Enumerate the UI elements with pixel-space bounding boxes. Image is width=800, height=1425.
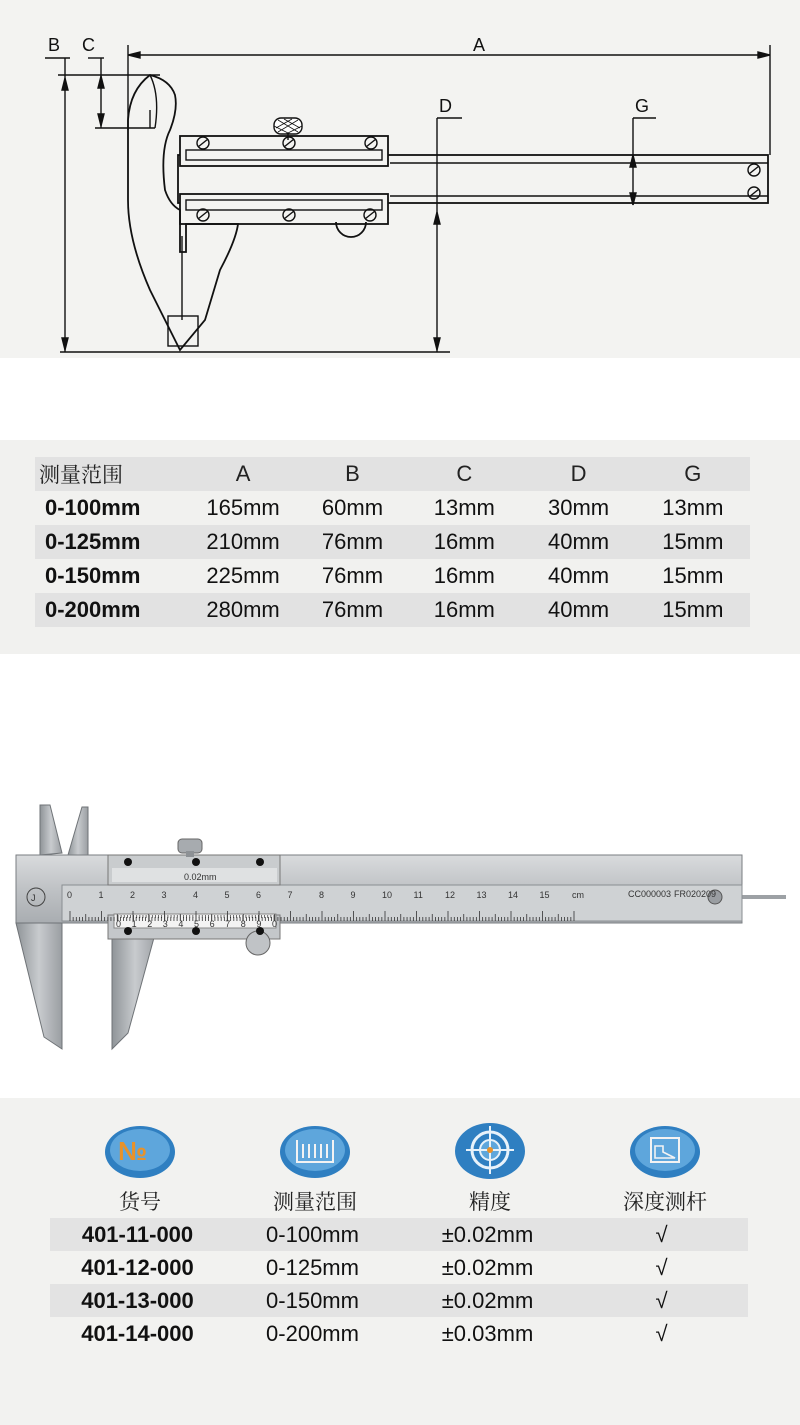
spec-header-row [35,457,750,491]
product-row [50,1251,748,1284]
main-scale-number: 12 [445,890,456,900]
main-scale-number: 13 [476,890,487,900]
main-scale-number: 4 [193,890,199,900]
caliper-illustration [0,715,800,1095]
header-item-no: 货号 [119,1190,161,1214]
spec-cell: 40mm [521,525,635,559]
label-a: A [473,35,486,55]
main-scale-number: 9 [350,890,356,900]
number-sign-icon [104,1124,176,1185]
spec-cell: 13mm [662,495,724,520]
product-row [50,1218,748,1251]
main-scale-number: 1 [98,890,104,900]
vernier-number: 1 [131,919,137,929]
main-scale-number: 3 [161,890,167,900]
main-scale-number: 0 [67,890,73,900]
spec-cell: 15mm [662,563,724,588]
spec-cell: 15mm [636,593,750,627]
product-range: 0-100mm [225,1218,400,1251]
vernier-number: 2 [147,919,153,929]
product-depth-rod: √ [655,1254,668,1280]
main-scale-number: 10 [382,890,393,900]
product-code: 401-11-000 [50,1218,225,1251]
unit-label: cm [572,890,584,900]
caliper-photo [0,715,800,1095]
range-icon [279,1124,351,1185]
spec-header-range: 测量范围 [35,457,188,491]
product-row [50,1317,748,1350]
main-scale-number: 7 [287,890,293,900]
product-range: 0-125mm [266,1254,359,1280]
product-code: 401-12-000 [81,1254,194,1280]
spec-header-b: B [298,457,407,491]
main-scale-number: 5 [224,890,230,900]
spec-cell: 15mm [636,525,750,559]
main-scale-number: 8 [319,890,325,900]
spec-header-g: G [636,457,750,491]
spec-cell: 60mm [321,495,384,520]
number-sign-text: № [118,1136,147,1166]
vernier-number: 0 [116,919,122,929]
label-g: G [635,96,650,116]
spec-cell: 16mm [407,593,521,627]
spec-row [35,491,750,525]
spec-cell: 40mm [521,593,635,627]
vernier-number: 7 [225,919,231,929]
main-scale-number: 15 [539,890,550,900]
spec-cell-range: 0-100mm [45,495,141,520]
spec-row [35,593,750,627]
spec-cell: 16mm [407,525,521,559]
header-range: 测量范围 [273,1190,357,1214]
product-table-panel [0,1098,800,1425]
caliper-drawing [0,0,800,358]
vernier-number: 0 [272,919,278,929]
spec-header-a: A [188,457,298,491]
vernier-number: 3 [162,919,168,929]
product-range: 0-200mm [266,1320,359,1346]
product-depth-rod: √ [575,1218,748,1251]
spec-cell-range: 0-150mm [45,563,141,588]
spec-cell: 13mm [433,495,495,520]
caliper-dimension-diagram [0,0,800,358]
spec-cell-range: 0-125mm [35,525,188,559]
spec-row [35,525,750,559]
main-scale-number: 14 [508,890,519,900]
spec-cell: 16mm [433,563,495,588]
product-code: 401-13-000 [50,1284,225,1317]
spec-table [35,457,750,627]
product-table [50,1218,748,1350]
vernier-number: 9 [256,919,262,929]
spec-table-panel [0,440,800,654]
label-b: B [48,35,61,55]
vernier-number: 4 [178,919,184,929]
vernier-number: 6 [209,919,215,929]
marking-1: CC000003 [628,889,672,899]
label-c: C [82,35,95,55]
product-depth-rod: √ [575,1284,748,1317]
main-scale-number: 6 [256,890,262,900]
header-depth-rod: 深度测杆 [623,1190,707,1214]
spec-header-d: D [521,457,635,491]
vernier-number: 5 [194,919,200,929]
product-row [50,1284,748,1317]
header-precision: 精度 [469,1190,511,1214]
precision-icon [454,1120,526,1187]
spec-cell-range: 0-200mm [35,593,188,627]
product-precision: ±0.02mm [400,1284,575,1317]
marking-2: FR020209 [674,889,717,899]
spec-cell: 76mm [298,593,407,627]
spec-cell: 225mm [206,563,280,588]
spec-cell: 30mm [547,495,610,520]
depth-rod-icon [629,1124,701,1185]
spec-cell: 210mm [188,525,298,559]
spec-cell: 76mm [298,525,407,559]
spec-header-c: C [407,457,521,491]
product-depth-rod: √ [655,1320,668,1346]
spec-cell: 76mm [321,563,384,588]
vernier-label: 0.02mm [184,872,217,882]
product-precision: ±0.02mm [441,1254,534,1280]
main-scale-number: 2 [130,890,136,900]
main-scale-number: 11 [413,890,423,900]
spec-cell: 165mm [206,495,280,520]
product-range: 0-150mm [225,1284,400,1317]
brand-logo-text: J [31,893,36,903]
product-precision: ±0.02mm [400,1218,575,1251]
spec-cell: 280mm [188,593,298,627]
product-code: 401-14-000 [81,1320,194,1346]
label-d: D [439,96,452,116]
spec-cell: 40mm [547,563,610,588]
product-precision: ±0.03mm [441,1320,534,1346]
vernier-number: 8 [240,919,246,929]
spec-row [35,559,750,593]
